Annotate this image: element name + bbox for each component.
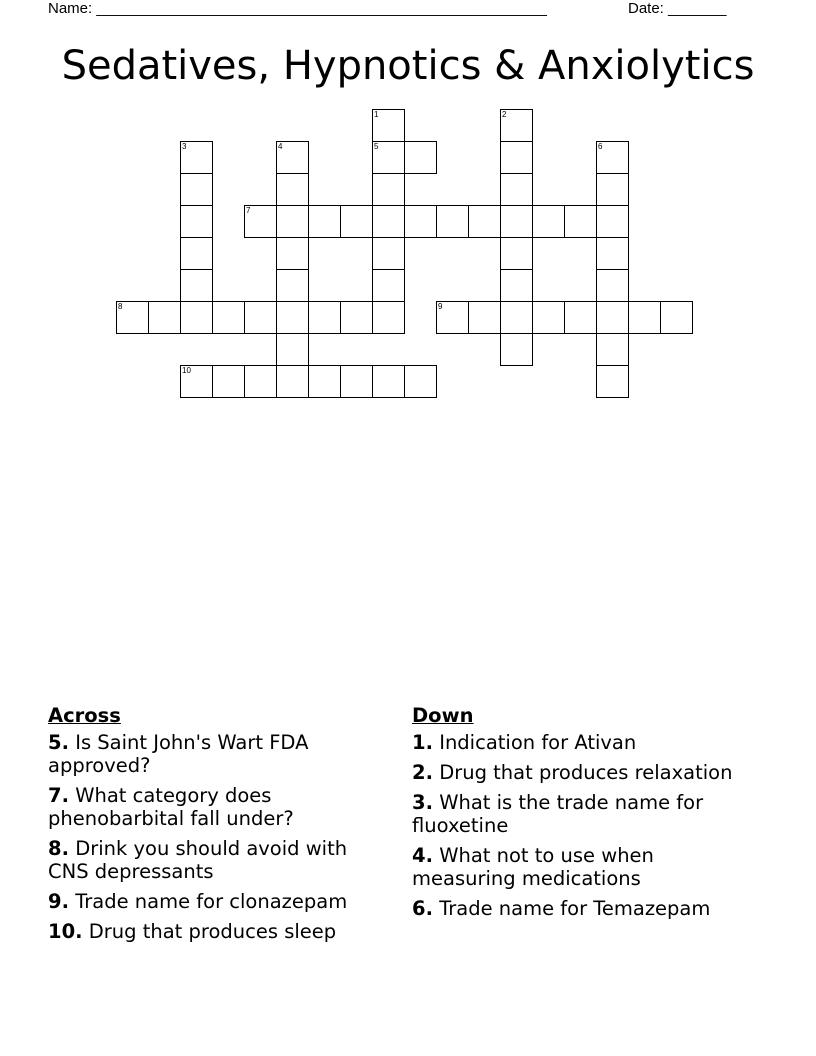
crossword-grid (0, 0, 816, 420)
clue-text: Trade name for clonazepam (75, 890, 348, 913)
grid-cell[interactable] (500, 141, 533, 174)
clue-across-9 (48, 890, 388, 913)
clue-number-label: 5 (374, 142, 379, 151)
grid-cell[interactable] (500, 237, 533, 270)
clue-number-label: 7 (246, 206, 251, 215)
grid-cell[interactable] (372, 141, 405, 174)
clue-down-4 (412, 844, 752, 890)
grid-cell[interactable] (532, 205, 565, 238)
clue-across-8 (48, 837, 388, 883)
grid-cell[interactable] (500, 269, 533, 302)
grid-cell[interactable] (308, 365, 341, 398)
grid-cell[interactable] (308, 301, 341, 334)
grid-cell[interactable] (500, 301, 533, 334)
grid-cell[interactable] (276, 301, 309, 334)
grid-cell[interactable] (340, 365, 373, 398)
clue-text: Drug that produces relaxation (439, 761, 733, 784)
clue-number: 8. (48, 837, 69, 860)
grid-cell[interactable] (276, 205, 309, 238)
clue-number-label: 8 (118, 302, 123, 311)
down-heading: Down (412, 704, 474, 727)
grid-cell[interactable] (180, 301, 213, 334)
clue-number-label: 1 (374, 110, 379, 119)
grid-cell[interactable] (180, 269, 213, 302)
grid-cell[interactable] (372, 269, 405, 302)
across-heading: Across (48, 704, 121, 727)
grid-cell[interactable] (404, 365, 437, 398)
date-field[interactable]: Date: _______ (628, 0, 727, 17)
down-clues (412, 704, 752, 927)
clue-text: Is Saint John's Wart FDA approved? (48, 731, 309, 777)
clue-text: Indication for Ativan (439, 731, 637, 754)
grid-cell[interactable] (276, 237, 309, 270)
grid-cell[interactable] (372, 109, 405, 142)
grid-cell[interactable] (596, 301, 629, 334)
clue-number: 5. (48, 731, 69, 754)
grid-cell[interactable] (500, 109, 533, 142)
grid-cell[interactable] (244, 301, 277, 334)
grid-cell[interactable] (180, 141, 213, 174)
grid-cell[interactable] (404, 141, 437, 174)
grid-cell[interactable] (596, 333, 629, 366)
grid-cell[interactable] (436, 301, 469, 334)
grid-cell[interactable] (244, 365, 277, 398)
grid-cell[interactable] (116, 301, 149, 334)
clue-text: Trade name for Temazepam (439, 897, 711, 920)
grid-cell[interactable] (372, 173, 405, 206)
clue-across-7 (48, 784, 388, 830)
grid-cell[interactable] (500, 173, 533, 206)
grid-cell[interactable] (596, 365, 629, 398)
clue-down-1 (412, 731, 752, 754)
across-clues (48, 704, 388, 950)
grid-cell[interactable] (340, 205, 373, 238)
clue-number: 7. (48, 784, 69, 807)
clue-down-3 (412, 791, 752, 837)
grid-cell[interactable] (276, 173, 309, 206)
grid-cell[interactable] (596, 269, 629, 302)
grid-cell[interactable] (276, 365, 309, 398)
grid-cell[interactable] (148, 301, 181, 334)
clue-number-label: 9 (438, 302, 443, 311)
clue-number: 3. (412, 791, 433, 814)
grid-cell[interactable] (180, 205, 213, 238)
grid-cell[interactable] (468, 301, 501, 334)
clue-down-2 (412, 761, 752, 784)
grid-cell[interactable] (180, 173, 213, 206)
grid-cell[interactable] (404, 205, 437, 238)
grid-cell[interactable] (276, 333, 309, 366)
grid-cell[interactable] (180, 365, 213, 398)
grid-cell[interactable] (596, 237, 629, 270)
grid-cell[interactable] (276, 141, 309, 174)
clue-across-10 (48, 920, 388, 943)
clue-text: Drug that produces sleep (88, 920, 337, 943)
grid-cell[interactable] (596, 205, 629, 238)
clue-number-label: 6 (598, 142, 603, 151)
clue-number-label: 3 (182, 142, 187, 151)
clue-text: What category does phenobarbital fall under? (48, 784, 294, 830)
grid-cell[interactable] (276, 269, 309, 302)
grid-cell[interactable] (244, 205, 277, 238)
clue-number: 4. (412, 844, 433, 867)
grid-cell[interactable] (660, 301, 693, 334)
clue-number: 10. (48, 920, 83, 943)
grid-cell[interactable] (372, 237, 405, 270)
grid-cell[interactable] (596, 173, 629, 206)
grid-cell[interactable] (340, 301, 373, 334)
name-field[interactable]: Name: ______________________________________________________ (48, 0, 547, 17)
clue-number-label: 4 (278, 142, 283, 151)
clue-across-5 (48, 731, 388, 777)
clue-text: Drink you should avoid with CNS depressants (48, 837, 348, 883)
grid-cell[interactable] (372, 365, 405, 398)
clue-number-label: 10 (182, 366, 191, 375)
page-title: Sedatives, Hypnotics & Anxiolytics (61, 43, 755, 89)
clue-number-label: 2 (502, 110, 507, 119)
grid-cell[interactable] (564, 205, 597, 238)
grid-cell[interactable] (628, 301, 661, 334)
grid-cell[interactable] (372, 301, 405, 334)
clue-text: What is the trade name for fluoxetine (412, 791, 704, 837)
grid-cell[interactable] (564, 301, 597, 334)
clue-text: What not to use when measuring medications (412, 844, 654, 890)
grid-cell[interactable] (308, 205, 341, 238)
clue-number: 9. (48, 890, 69, 913)
grid-cell[interactable] (500, 205, 533, 238)
grid-cell[interactable] (212, 301, 245, 334)
grid-cell[interactable] (372, 205, 405, 238)
clue-number: 1. (412, 731, 433, 754)
clue-down-6 (412, 897, 752, 920)
clue-number: 2. (412, 761, 433, 784)
grid-cell[interactable] (596, 141, 629, 174)
grid-cell[interactable] (500, 333, 533, 366)
grid-cell[interactable] (436, 205, 469, 238)
grid-cell[interactable] (468, 205, 501, 238)
grid-cell[interactable] (180, 237, 213, 270)
grid-cell[interactable] (532, 301, 565, 334)
grid-cell[interactable] (212, 365, 245, 398)
clue-number: 6. (412, 897, 433, 920)
